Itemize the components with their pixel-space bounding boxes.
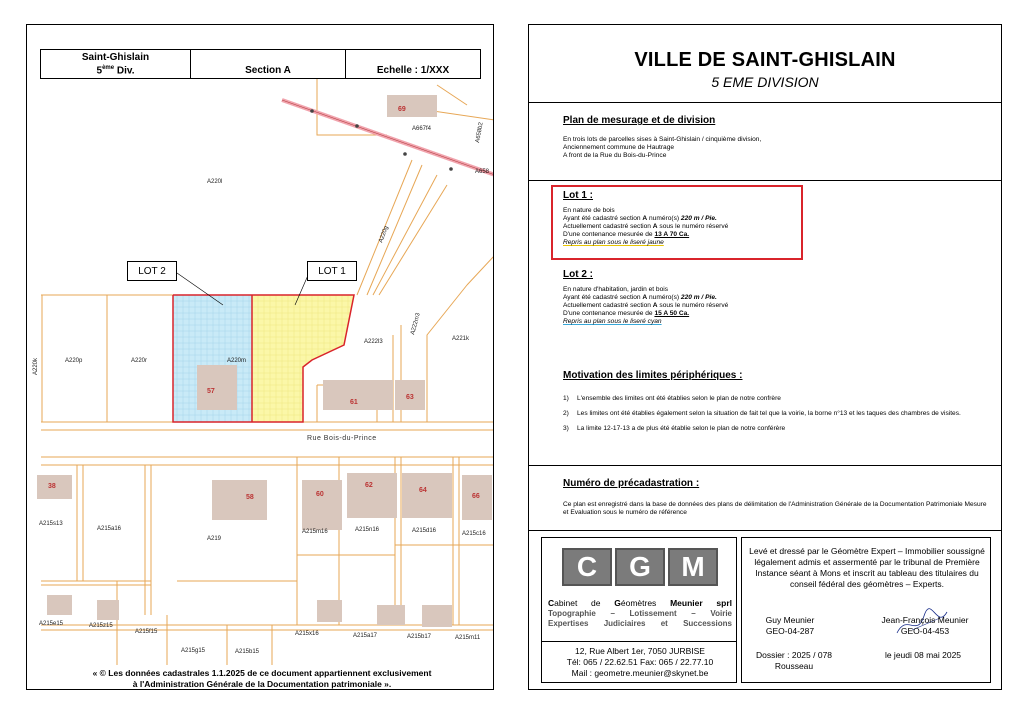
lot2-former-cadastre: Ayant été cadastré section A numéro(s) 220 m / Pie.	[563, 294, 717, 301]
svg-text:A215a17: A215a17	[353, 633, 378, 639]
office-activities	[548, 609, 732, 629]
lot2-callout: LOT 2	[127, 261, 177, 281]
svg-text:A222l3: A222l3	[364, 339, 383, 345]
division-superscript: ème	[102, 64, 115, 71]
svg-text:64: 64	[419, 487, 427, 494]
list-item: 1) L'ensemble des limites ont été établies selon le plan de notre confrère	[563, 395, 781, 402]
lot2-current-cadastre: Actuellement cadastré section A sous le numéro réservé	[563, 302, 729, 309]
lot2-section	[563, 269, 863, 326]
lot1-area: D'une contenance mesurée de 13 A 70 Ca.	[563, 231, 690, 238]
svg-text:A658: A658	[475, 169, 490, 175]
lot2-heading: Lot 2 :	[563, 269, 593, 280]
svg-text:58: 58	[246, 494, 254, 501]
svg-text:A215e15: A215e15	[39, 621, 64, 627]
svg-text:A220l: A220l	[207, 179, 223, 185]
division-suffix: Div.	[114, 65, 135, 77]
svg-text:A220r: A220r	[131, 358, 148, 364]
svg-text:A667f4: A667f4	[412, 126, 432, 132]
svg-text:A215z15: A215z15	[89, 623, 113, 629]
header-town: Saint-Ghislain	[81, 51, 150, 63]
svg-text:A222m3: A222m3	[410, 312, 422, 336]
dossier-number: Dossier : 2025 / 078	[755, 650, 833, 660]
motivation-section	[563, 370, 993, 440]
cadastral-map-sheet	[26, 24, 494, 690]
svg-text:A658b2: A658b2	[475, 121, 485, 144]
logo-letter-c: C	[562, 548, 612, 586]
lot1-section	[551, 185, 803, 260]
svg-text:66: 66	[472, 493, 480, 500]
lot2-repris: Repris au plan sous le liseré cyan	[563, 318, 662, 325]
svg-text:A220m: A220m	[227, 358, 247, 364]
office-name: Cabinet de Géomètres Meunier sprl	[548, 598, 732, 608]
svg-text:63: 63	[406, 394, 414, 401]
svg-text:A215n16: A215n16	[355, 527, 380, 533]
lot2-details	[563, 286, 863, 326]
signatory-1-id: GEO-04-287	[765, 626, 815, 636]
precadastration-text: Ce plan est enregistré dans la base de données des plans de délimitation de l'Administration Générale de la Documentation Patrimoniale Mesure et Evaluation sous le numéro de référence	[563, 501, 987, 516]
svg-text:A215m11: A215m11	[455, 635, 481, 641]
svg-text:A215f15: A215f15	[135, 629, 158, 635]
office-address: 12, Rue Albert 1er, 7050 JURBISE	[575, 646, 705, 656]
svg-text:A215m16: A215m16	[302, 529, 328, 535]
lot2-nature: En nature d'habitation, jardin et bois	[563, 286, 668, 293]
logo-letter-g: G	[615, 548, 665, 586]
svg-text:A215b17: A215b17	[407, 634, 432, 640]
precadastration-section	[529, 465, 1001, 531]
office-activity-1: Topographie – Lotissement – Voirie	[548, 609, 732, 618]
lot1-details	[563, 207, 801, 247]
division-subtitle: 5 EME DIVISION	[711, 74, 819, 90]
lot1-current-cadastre: Actuellement cadastré section A sous le numéro réservé	[563, 223, 729, 230]
precadastration-heading: Numéro de précadastration :	[563, 478, 700, 489]
svg-text:A221k: A221k	[452, 336, 470, 342]
lot2-area: D'une contenance mesurée de 15 A 50 Ca.	[563, 310, 690, 317]
plan-line-1: En trois lots de parcelles sises à Saint-Ghislain / cinquième division,	[563, 136, 762, 143]
svg-text:57: 57	[207, 388, 215, 395]
lot1-repris: Repris au plan sous le liseré jaune	[563, 239, 664, 246]
signatory-1-name: Guy Meunier	[765, 615, 815, 625]
division-number: 5	[96, 65, 103, 77]
svg-text:A215d16: A215d16	[412, 528, 437, 534]
svg-text:A215g15: A215g15	[181, 648, 206, 654]
cadastral-map	[27, 25, 494, 690]
surveyor-statement: Levé et dressé par le Géomètre Expert – Immobilier soussigné légalement admis et assermenté par le tribunal de Première Instance séant à Mons et inscrit au tableau des titulaires du conseil fédéral des géomètres – Experts.	[749, 546, 985, 589]
svg-text:A215x16: A215x16	[295, 631, 319, 637]
lot1-heading: Lot 1 :	[563, 190, 593, 201]
plan-section	[529, 103, 1001, 181]
header-scale: Echelle : 1/XXX	[376, 64, 450, 76]
map-header	[40, 49, 481, 79]
svg-text:A215b15: A215b15	[235, 649, 260, 655]
office-activity-2: Expertises Judiciaires et Successions	[548, 619, 732, 628]
document-date: le jeudi 08 mai 2025	[884, 650, 962, 660]
svg-text:A220p: A220p	[65, 358, 83, 364]
office-divider	[542, 641, 736, 642]
surveyor-block	[741, 537, 991, 683]
signature-jean-francois-meunier	[862, 615, 988, 637]
city-title: VILLE DE SAINT-GHISLAIN	[634, 49, 896, 71]
dossier-name: Rousseau	[774, 661, 814, 671]
office-phone: Tél: 065 / 22.62.51 Fax: 065 / 22.77.10	[566, 657, 714, 667]
svg-text:A215a16: A215a16	[97, 526, 122, 532]
motivation-list	[563, 395, 993, 433]
signature-guy-meunier	[750, 615, 830, 637]
motivation-heading: Motivation des limites périphériques :	[563, 370, 743, 381]
svg-text:A215s13: A215s13	[39, 521, 63, 527]
svg-text:69: 69	[398, 106, 406, 113]
logo-letter-m: M	[668, 548, 718, 586]
svg-text:A220k: A220k	[33, 357, 39, 375]
svg-text:A219: A219	[207, 536, 222, 542]
svg-text:60: 60	[316, 491, 324, 498]
list-item: 3) La limite 12-17-13 a de plus été établie selon le plan de notre conférère	[563, 425, 786, 432]
office-contact	[548, 646, 732, 679]
header-place	[41, 50, 191, 78]
copyright-notice	[67, 668, 457, 690]
svg-text:61: 61	[350, 399, 358, 406]
plan-line-2: Anciennement commune de Hautrage	[563, 144, 675, 151]
header-division	[97, 63, 135, 76]
copyright-line-2: à l'Administration Générale de la Documentation patrimoniale ».	[132, 679, 392, 689]
plan-heading: Plan de mesurage et de division	[563, 115, 716, 126]
title-block	[529, 25, 1001, 103]
office-block	[541, 537, 737, 683]
svg-text:A215c16: A215c16	[462, 531, 486, 537]
lot1-former-cadastre: Ayant été cadastré section A numéro(s) 220 m / Pie.	[563, 215, 717, 222]
signatory-2-id: GEO-04-453	[900, 626, 950, 636]
cgm-logo	[562, 548, 718, 586]
dossier-reference	[744, 650, 844, 672]
street-label: Rue Bois-du-Prince	[307, 435, 377, 442]
lot1-callout: LOT 1	[307, 261, 357, 281]
list-item: 2) Les limites ont été établies également selon la situation de fait tel que la voirie, la borne n°13 et les taques des chambres de visites.	[563, 410, 961, 417]
lot1-nature: En nature de bois	[563, 207, 615, 214]
copyright-line-1: « © Les données cadastrales 1.1.2025 de ce document appartiennent exclusivement	[92, 668, 432, 678]
plan-line-3: A front de la Rue du Bois-du-Prince	[563, 152, 667, 159]
signatory-2-name: Jean-François Meunier	[881, 615, 969, 625]
plan-description	[563, 136, 1001, 160]
plan-legend-sheet	[528, 24, 1002, 690]
svg-text:A220g: A220g	[378, 225, 390, 244]
svg-text:38: 38	[48, 483, 56, 490]
svg-text:62: 62	[365, 482, 373, 489]
header-section: Section A	[191, 50, 346, 78]
office-email[interactable]: Mail : geometre.meunier@skynet.be	[571, 668, 709, 678]
